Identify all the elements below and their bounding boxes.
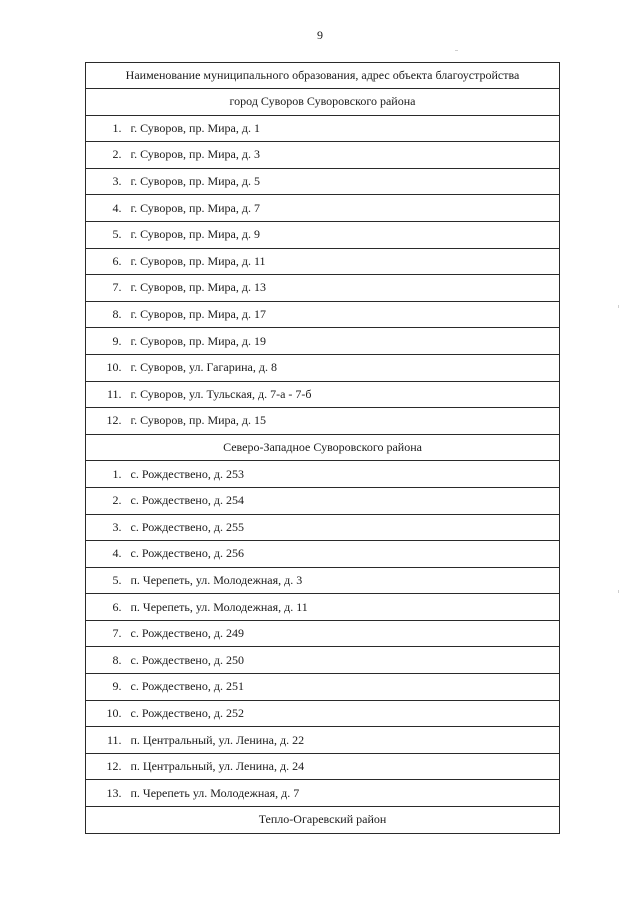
row-number: 6. <box>86 594 131 621</box>
row-number: 12. <box>86 753 131 780</box>
row-address: г. Суворов, ул. Гагарина, д. 8 <box>131 354 560 381</box>
address-table-body <box>86 63 560 834</box>
table-row <box>86 195 560 222</box>
row-number: 5. <box>86 567 131 594</box>
table-row <box>86 221 560 248</box>
table-row <box>86 168 560 195</box>
table-header: Наименование муниципального образования, адрес объекта благоустройства <box>86 63 560 89</box>
row-number: 1. <box>86 461 131 488</box>
row-address: п. Черепеть, ул. Молодежная, д. 11 <box>131 594 560 621</box>
table-row <box>86 354 560 381</box>
table-row <box>86 753 560 780</box>
table-row <box>86 514 560 541</box>
row-address: с. Рождествено, д. 249 <box>131 620 560 647</box>
row-number: 8. <box>86 301 131 328</box>
scan-artifact <box>618 305 619 308</box>
row-address: с. Рождествено, д. 253 <box>131 461 560 488</box>
row-address: с. Рождествено, д. 254 <box>131 487 560 514</box>
row-address: с. Рождествено, д. 252 <box>131 700 560 727</box>
table-row <box>86 115 560 142</box>
table-row <box>86 727 560 754</box>
row-address: п. Центральный, ул. Ленина, д. 24 <box>131 753 560 780</box>
table-row <box>86 328 560 355</box>
scan-artifact <box>455 50 458 51</box>
section-title: город Суворов Суворовского района <box>86 89 560 116</box>
row-address: г. Суворов, пр. Мира, д. 3 <box>131 142 560 169</box>
scan-artifact <box>618 590 619 593</box>
row-address: г. Суворов, пр. Мира, д. 9 <box>131 221 560 248</box>
row-number: 8. <box>86 647 131 674</box>
row-address: г. Суворов, пр. Мира, д. 5 <box>131 168 560 195</box>
table-row <box>86 594 560 621</box>
table-header-row <box>86 63 560 89</box>
row-address: с. Рождествено, д. 255 <box>131 514 560 541</box>
row-number: 1. <box>86 115 131 142</box>
table-row <box>86 248 560 275</box>
row-address: г. Суворов, пр. Мира, д. 15 <box>131 408 560 435</box>
row-number: 4. <box>86 195 131 222</box>
table-row <box>86 487 560 514</box>
table-row <box>86 647 560 674</box>
table-row <box>86 567 560 594</box>
row-number: 10. <box>86 700 131 727</box>
row-address: п. Черепеть ул. Молодежная, д. 7 <box>131 780 560 807</box>
row-number: 6. <box>86 248 131 275</box>
table-row <box>86 381 560 408</box>
row-address: г. Суворов, ул. Тульская, д. 7-а - 7-б <box>131 381 560 408</box>
row-number: 10. <box>86 354 131 381</box>
row-number: 11. <box>86 381 131 408</box>
row-number: 9. <box>86 674 131 701</box>
page-number: 9 <box>317 28 323 42</box>
row-address: г. Суворов, пр. Мира, д. 1 <box>131 115 560 142</box>
row-address: г. Суворов, пр. Мира, д. 7 <box>131 195 560 222</box>
table-row <box>86 142 560 169</box>
section-title: Тепло-Огаревский район <box>86 807 560 834</box>
row-number: 7. <box>86 620 131 647</box>
table-row <box>86 301 560 328</box>
table-row <box>86 461 560 488</box>
table-row <box>86 620 560 647</box>
table-row <box>86 780 560 807</box>
table-row <box>86 408 560 435</box>
table-row <box>86 541 560 568</box>
row-address: г. Суворов, пр. Мира, д. 17 <box>131 301 560 328</box>
row-address: с. Рождествено, д. 251 <box>131 674 560 701</box>
table-row <box>86 700 560 727</box>
table-row <box>86 275 560 302</box>
row-number: 4. <box>86 541 131 568</box>
row-number: 5. <box>86 221 131 248</box>
row-address: с. Рождествено, д. 256 <box>131 541 560 568</box>
address-table <box>85 62 560 834</box>
row-number: 3. <box>86 514 131 541</box>
row-number: 2. <box>86 142 131 169</box>
row-address: п. Черепеть, ул. Молодежная, д. 3 <box>131 567 560 594</box>
section-header-row <box>86 89 560 116</box>
section-header-row <box>86 434 560 461</box>
row-address: г. Суворов, пр. Мира, д. 11 <box>131 248 560 275</box>
row-number: 3. <box>86 168 131 195</box>
row-address: п. Центральный, ул. Ленина, д. 22 <box>131 727 560 754</box>
row-number: 7. <box>86 275 131 302</box>
row-number: 2. <box>86 487 131 514</box>
row-number: 13. <box>86 780 131 807</box>
row-address: г. Суворов, пр. Мира, д. 13 <box>131 275 560 302</box>
section-header-row <box>86 807 560 834</box>
row-number: 9. <box>86 328 131 355</box>
row-number: 11. <box>86 727 131 754</box>
section-title: Северо-Западное Суворовского района <box>86 434 560 461</box>
row-address: с. Рождествено, д. 250 <box>131 647 560 674</box>
row-address: г. Суворов, пр. Мира, д. 19 <box>131 328 560 355</box>
row-number: 12. <box>86 408 131 435</box>
table-row <box>86 674 560 701</box>
